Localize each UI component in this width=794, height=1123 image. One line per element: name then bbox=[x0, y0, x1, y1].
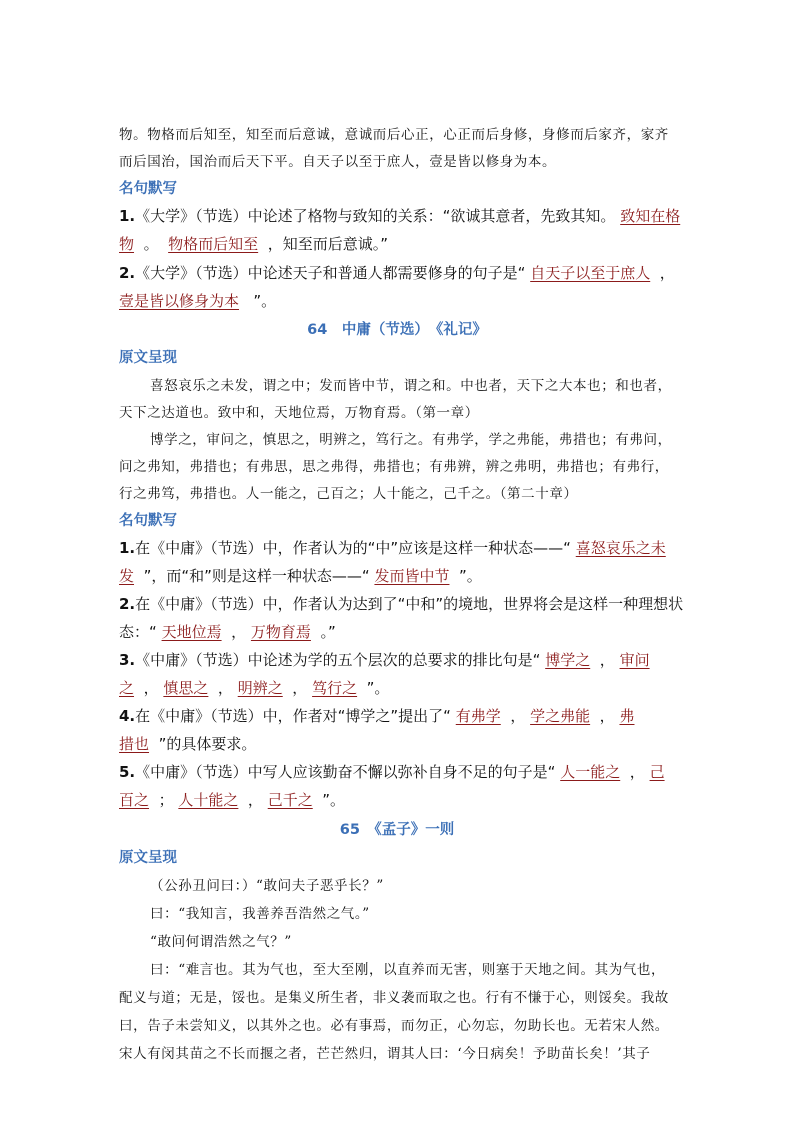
answer-blank: 壹是皆以修身为本 bbox=[119, 292, 240, 310]
original-text-line: 物。物格而后知至，知至而后意诚，意诚而后心正，心正而后身修，身修而后家齐，家齐 bbox=[119, 127, 669, 143]
original-text-line: 行之弗笃，弗措也。人一能之，己百之；人十能之，己千之。（第二十章） bbox=[119, 486, 578, 502]
answer-blank: 天地位焉 bbox=[161, 623, 222, 641]
section-heading: 名句默写 bbox=[119, 513, 177, 529]
original-heading: 原文呈现 bbox=[119, 850, 177, 866]
answer-blank: 学之弗能 bbox=[530, 707, 591, 725]
question-1-cont: 物 。 物格而后知至 ，知至而后意诚。” bbox=[119, 235, 388, 253]
original-text-line: （公孙丑问曰：）“敢问夫子恶乎长？” bbox=[150, 878, 384, 894]
answer-blank: 发而皆中节 bbox=[374, 567, 450, 585]
question-2-cont: 壹是皆以修身为本 ”。 bbox=[119, 292, 277, 310]
answer-blank: 之 bbox=[119, 679, 135, 697]
question-3: 3.《中庸》（节选）中论述为学的五个层次的总要求的排比句是“ 博学之 ， 审问 bbox=[119, 651, 650, 669]
question-1: 1.《大学》（节选）中论述了格物与致知的关系：“欲诚其意者，先致其知。 致知在格 bbox=[119, 207, 681, 225]
original-text-line: 曰：“难言也。其为气也，至大至刚，以直养而无害，则塞于天地之间。其为气也， bbox=[150, 962, 666, 978]
answer-blank: 物格而后知至 bbox=[168, 235, 259, 253]
question-1: 1.在《中庸》（节选）中，作者认为的“中”应该是这样一种状态——“ 喜怒哀乐之未 bbox=[119, 539, 666, 557]
question-3-cont: 之 ， 慎思之 ， 明辨之 ， 笃行之 ”。 bbox=[119, 679, 390, 697]
question-5: 5.《中庸》（节选）中写人应该勤奋不懈以弥补自身不足的句子是“ 人一能之 ， 己 bbox=[119, 763, 665, 781]
answer-blank: 人一能之 bbox=[560, 763, 621, 781]
original-text-line: 天下之达道也。致中和，天地位焉，万物育焉。（第一章） bbox=[119, 405, 479, 421]
answer-blank: 弗 bbox=[619, 707, 635, 725]
answer-blank: 致知在格 bbox=[620, 207, 681, 225]
answer-blank: 措也 bbox=[119, 735, 150, 753]
original-text-line: 问之弗知，弗措也；有弗思，思之弗得，弗措也；有弗辨，辨之弗明，弗措也；有弗行， bbox=[119, 459, 669, 475]
original-text-line: 宋人有闵其苗之不长而揠之者，芒芒然归，谓其人曰：‘今日病矣！予助苗长矣！’其子 bbox=[119, 1046, 651, 1062]
answer-blank: 发 bbox=[119, 567, 135, 585]
question-2: 2.《大学》（节选）中论述天子和普通人都需要修身的句子是“ 自天子以至于庶人 ， bbox=[119, 264, 675, 282]
original-heading: 原文呈现 bbox=[119, 350, 177, 366]
answer-blank: 物 bbox=[119, 235, 135, 253]
question-5-cont: 百之 ； 人十能之 ， 己千之 ”。 bbox=[119, 791, 346, 809]
answer-blank: 明辨之 bbox=[237, 679, 283, 697]
answer-blank: 有弗学 bbox=[455, 707, 501, 725]
original-text-line: 配义与道；无是，馁也。是集义所生者，非义袭而取之也。行有不慊于心，则馁矣。我故 bbox=[119, 990, 669, 1006]
answer-blank: 审问 bbox=[619, 651, 650, 669]
section-title: 64 中庸（节选） 《礼记》 bbox=[307, 322, 487, 338]
answer-blank: 笃行之 bbox=[312, 679, 358, 697]
original-text-line: 而后国治，国治而后天下平。自天子以至于庶人，壹是皆以修身为本。 bbox=[119, 154, 557, 170]
answer-blank: 己 bbox=[649, 763, 665, 781]
original-text-line: 曰：“我知言，我善养吾浩然之气。” bbox=[150, 906, 370, 922]
question-2: 2.在《中庸》（节选）中，作者认为达到了“中和”的境地，世界将会是这样一种理想状 bbox=[119, 595, 684, 613]
question-4: 4.在《中庸》（节选）中，作者对“博学之”提出了“ 有弗学 ， 学之弗能 ， 弗 bbox=[119, 707, 635, 725]
answer-blank: 自天子以至于庶人 bbox=[530, 264, 651, 282]
original-text-line: 曰，告子未尝知义，以其外之也。必有事焉，而勿正，心勿忘，勿助长也。无若宋人然。 bbox=[119, 1018, 669, 1034]
original-text-line: “敢问何谓浩然之气？” bbox=[150, 934, 292, 950]
answer-blank: 博学之 bbox=[545, 651, 591, 669]
original-text-line: 博学之，审问之，慎思之，明辨之，笃行之。有弗学，学之弗能，弗措也；有弗问， bbox=[150, 432, 672, 448]
answer-blank: 喜怒哀乐之未 bbox=[575, 539, 666, 557]
answer-blank: 百之 bbox=[119, 791, 150, 809]
question-1-cont: 发 ”，而“和”则是这样一种状态——“ 发而皆中节 ”。 bbox=[119, 567, 482, 585]
answer-blank: 慎思之 bbox=[163, 679, 209, 697]
answer-blank: 人十能之 bbox=[178, 791, 239, 809]
answer-blank: 己千之 bbox=[267, 791, 313, 809]
original-text-line: 喜怒哀乐之未发，谓之中；发而皆中节，谓之和。中也者，天下之大本也；和也者， bbox=[150, 378, 672, 394]
section-title: 65 《孟子》一则 bbox=[339, 822, 455, 838]
answer-blank: 万物育焉 bbox=[250, 623, 311, 641]
question-2-cont: 态：“ 天地位焉 ， 万物育焉 。” bbox=[119, 623, 336, 641]
section-heading: 名句默写 bbox=[119, 181, 177, 197]
question-4-cont: 措也 ”的具体要求。 bbox=[119, 735, 257, 753]
